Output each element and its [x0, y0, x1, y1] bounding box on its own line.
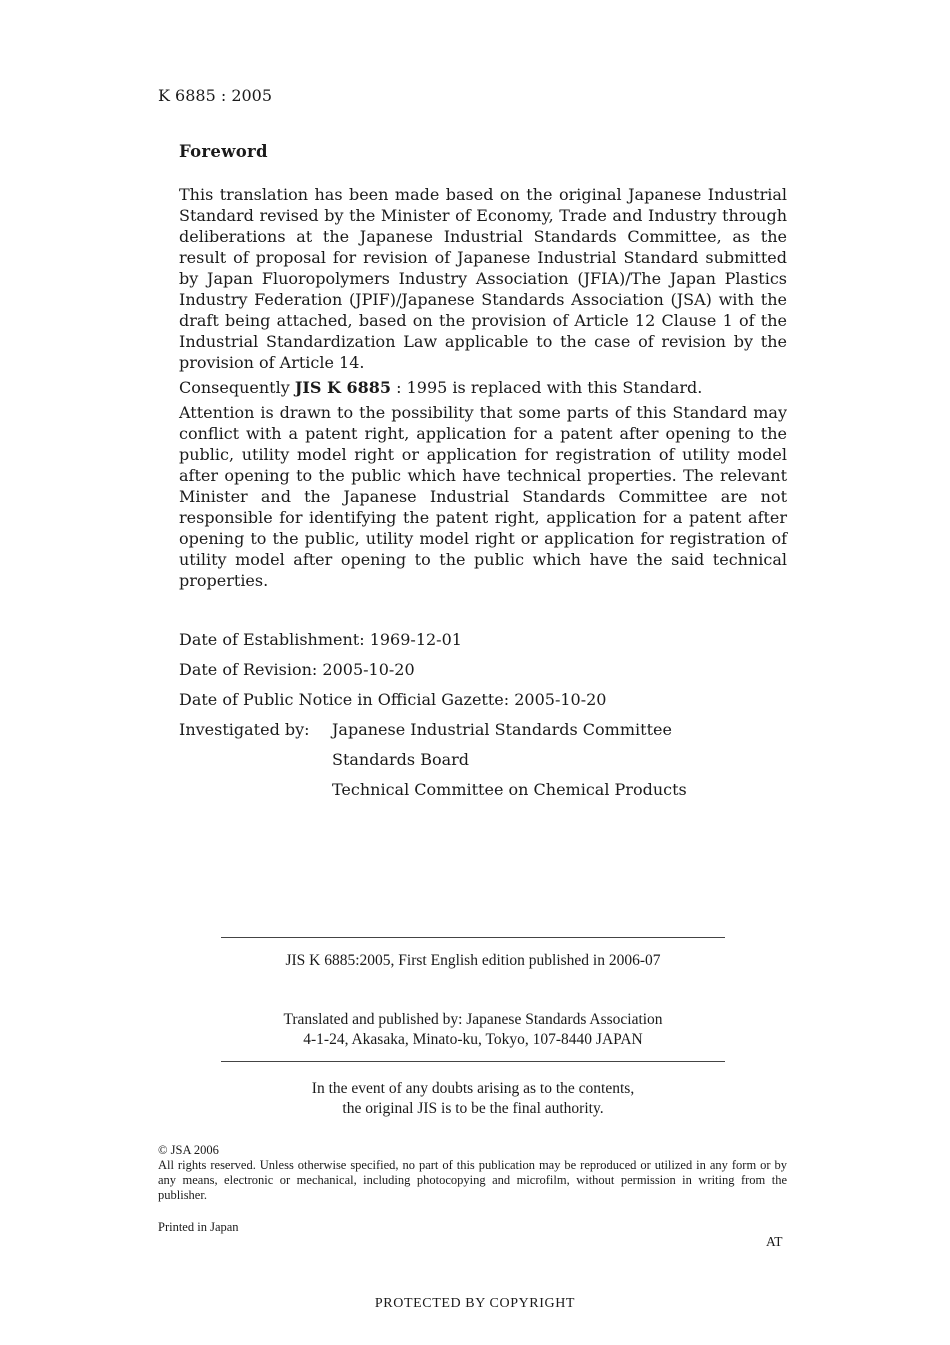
protected-notice: PROTECTED BY COPYRIGHT — [374, 1296, 576, 1311]
doubt-line-1: In the event of any doubts arising as to the contents, — [311, 1080, 635, 1097]
footer-code: AT — [766, 1234, 783, 1249]
foreword-paragraph-1: This translation has been made based on the original Japanese Industrial Standard revised by the Minister of Economy, Trade and Industry through deliberations at the Japanese Industrial Standards Committee, as the result of proposal for revision of Japanese Industrial Standard submitted by Japan Fluoropolymers Industry Association (JFIA)/The Japan Plastics Industry Federation (JPIF)/Japanese Standards Association (JSA) with the draft being attached, based on the provision of Article 12 Clause 1 of the Industrial Standardization Law applicable to the case of revision by the provision of Article 14. — [179, 185, 787, 372]
investigated-label: Investigated by: — [179, 720, 310, 739]
document-id: K 6885 : 2005 — [158, 86, 273, 105]
paragraph-2-suffix: : 1995 is replaced with this Standard. — [391, 378, 703, 397]
investigator-2: Standards Board — [332, 750, 470, 769]
investigated-row-3 — [179, 779, 687, 809]
foreword-paragraph-2 — [179, 377, 787, 398]
edition-line: JIS K 6885:2005, First English edition published in 2006-07 — [285, 952, 661, 969]
foreword-title: Foreword — [179, 142, 268, 161]
date-establishment: Date of Establishment: 1969-12-01 — [179, 630, 462, 649]
dates-block — [179, 629, 687, 809]
rights-notice: All rights reserved. Unless otherwise specified, no part of this publication may be reproduced or utilized in any form or by any means, electronic or mechanical, including photocopying and microfilm, without permission in writing from the publisher. — [158, 1158, 787, 1202]
standard-reference: JIS K 6885 — [294, 378, 392, 397]
divider-top — [221, 937, 725, 938]
investigated-row-2 — [179, 749, 687, 779]
divider-bottom — [221, 1061, 725, 1062]
translated-line-2: 4-1-24, Akasaka, Minato-ku, Tokyo, 107-8440 JAPAN — [303, 1031, 643, 1048]
copyright-line: © JSA 2006 — [158, 1143, 219, 1157]
date-public-notice: Date of Public Notice in Official Gazette: 2005-10-20 — [179, 690, 607, 709]
investigated-row — [179, 719, 687, 749]
foreword-paragraph-3: Attention is drawn to the possibility that some parts of this Standard may conflict with a patent right, application for a patent after opening to the public, utility model right or application for registration of utility model after opening to the public which have technical properties. The relevant Minister and the Japanese Industrial Standards Committee are not responsible for identifying the patent right, application for a patent after opening to the public, utility model right or application for registration of utility model after opening to the public which have the said technical properties. — [179, 403, 787, 590]
printed-in: Printed in Japan — [158, 1220, 239, 1234]
date-revision: Date of Revision: 2005-10-20 — [179, 660, 415, 679]
investigator-3: Technical Committee on Chemical Products — [332, 780, 687, 799]
doubt-line-2: the original JIS is to be the final authority. — [342, 1100, 604, 1117]
translated-line-1: Translated and published by: Japanese Standards Association — [283, 1011, 663, 1028]
investigator-1: Japanese Industrial Standards Committee — [332, 720, 672, 739]
paragraph-2-prefix: Consequently — [179, 378, 295, 397]
